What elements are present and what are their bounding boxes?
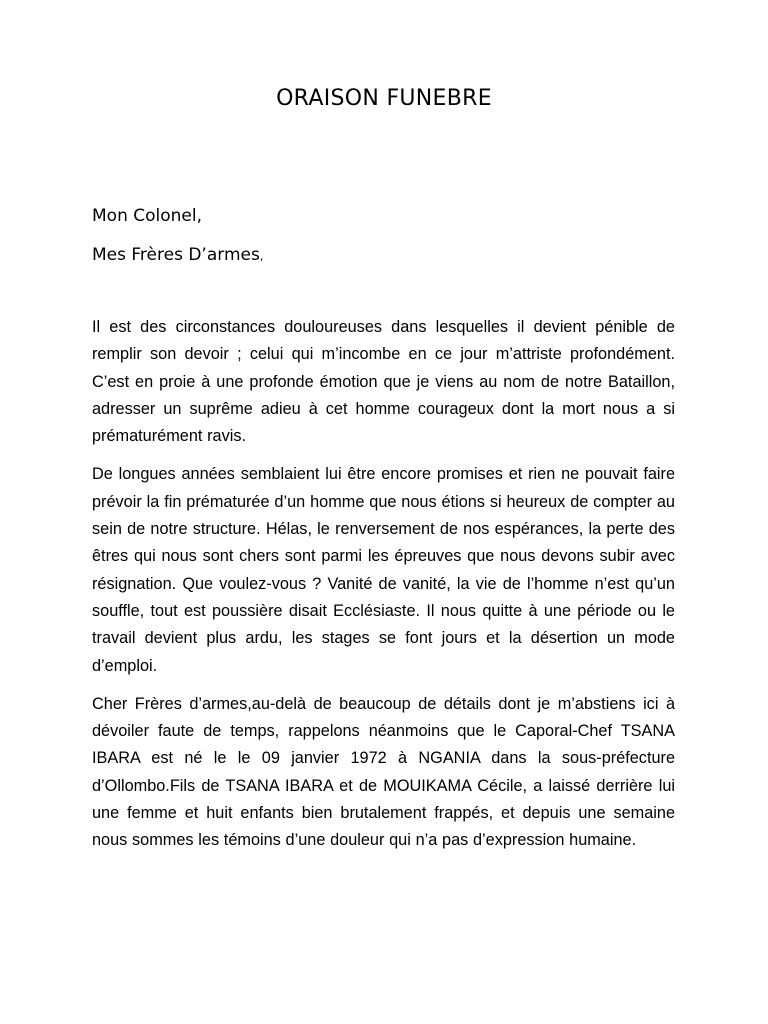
- salutation-brothers-in-arms: [92, 245, 263, 265]
- paragraph-1: Il est des circonstances douloureuses dans lesquelles il devient pénible de remplir son devoir ; celui qui m’incombe en ce jour m’attriste profondément. C’est en proie à une profonde émotion que je viens au nom de notre Bataillon, adresser un suprême adieu à cet homme courageux dont la mort nous a si prématurément ravis.: [92, 318, 675, 446]
- document-body: [92, 314, 675, 866]
- salutation-brothers-text: Mes Frères D’armes: [92, 245, 260, 265]
- salutation-colonel: Mon Colonel,: [92, 206, 203, 226]
- paragraph-3: Cher Frères d’armes,au-delà de beaucoup de détails dont je m’abstiens ici à dévoiler faute de temps, rappelons néanmoins que le Caporal-Chef TSANA IBARA est né le le 09 janvier 1972 à NGANIA dans la sous-préfecture d’Ollombo.Fils de TSANA IBARA et de MOUIKAMA Cécile, a laissé derrière lui une femme et huit enfants bien brutalement frappés, et depuis une semaine nous sommes les témoins d’une douleur qui n’a pas d’expression humaine.: [92, 694, 675, 850]
- document-title: ORAISON FUNEBRE: [276, 86, 492, 111]
- salutation-brothers-comma: ,: [259, 250, 264, 263]
- paragraph-2: De longues années semblaient lui être encore promises et rien ne pouvait faire prévoir la fin prématurée d’un homme que nous étions si heureux de compter au sein de notre structure. Hélas, le renversement de nos espérances, la perte des êtres qui nous sont chers sont parmi les épreuves que nous devons subir avec résignation. Que voulez-vous ? Vanité de vanité, la vie de l’homme n’est qu’un souffle, tout est poussière disait Ecclésiaste. Il nous quitte à une période ou le travail devient plus ardu, les stages se font jours et la désertion un mode d’emploi.: [92, 465, 675, 675]
